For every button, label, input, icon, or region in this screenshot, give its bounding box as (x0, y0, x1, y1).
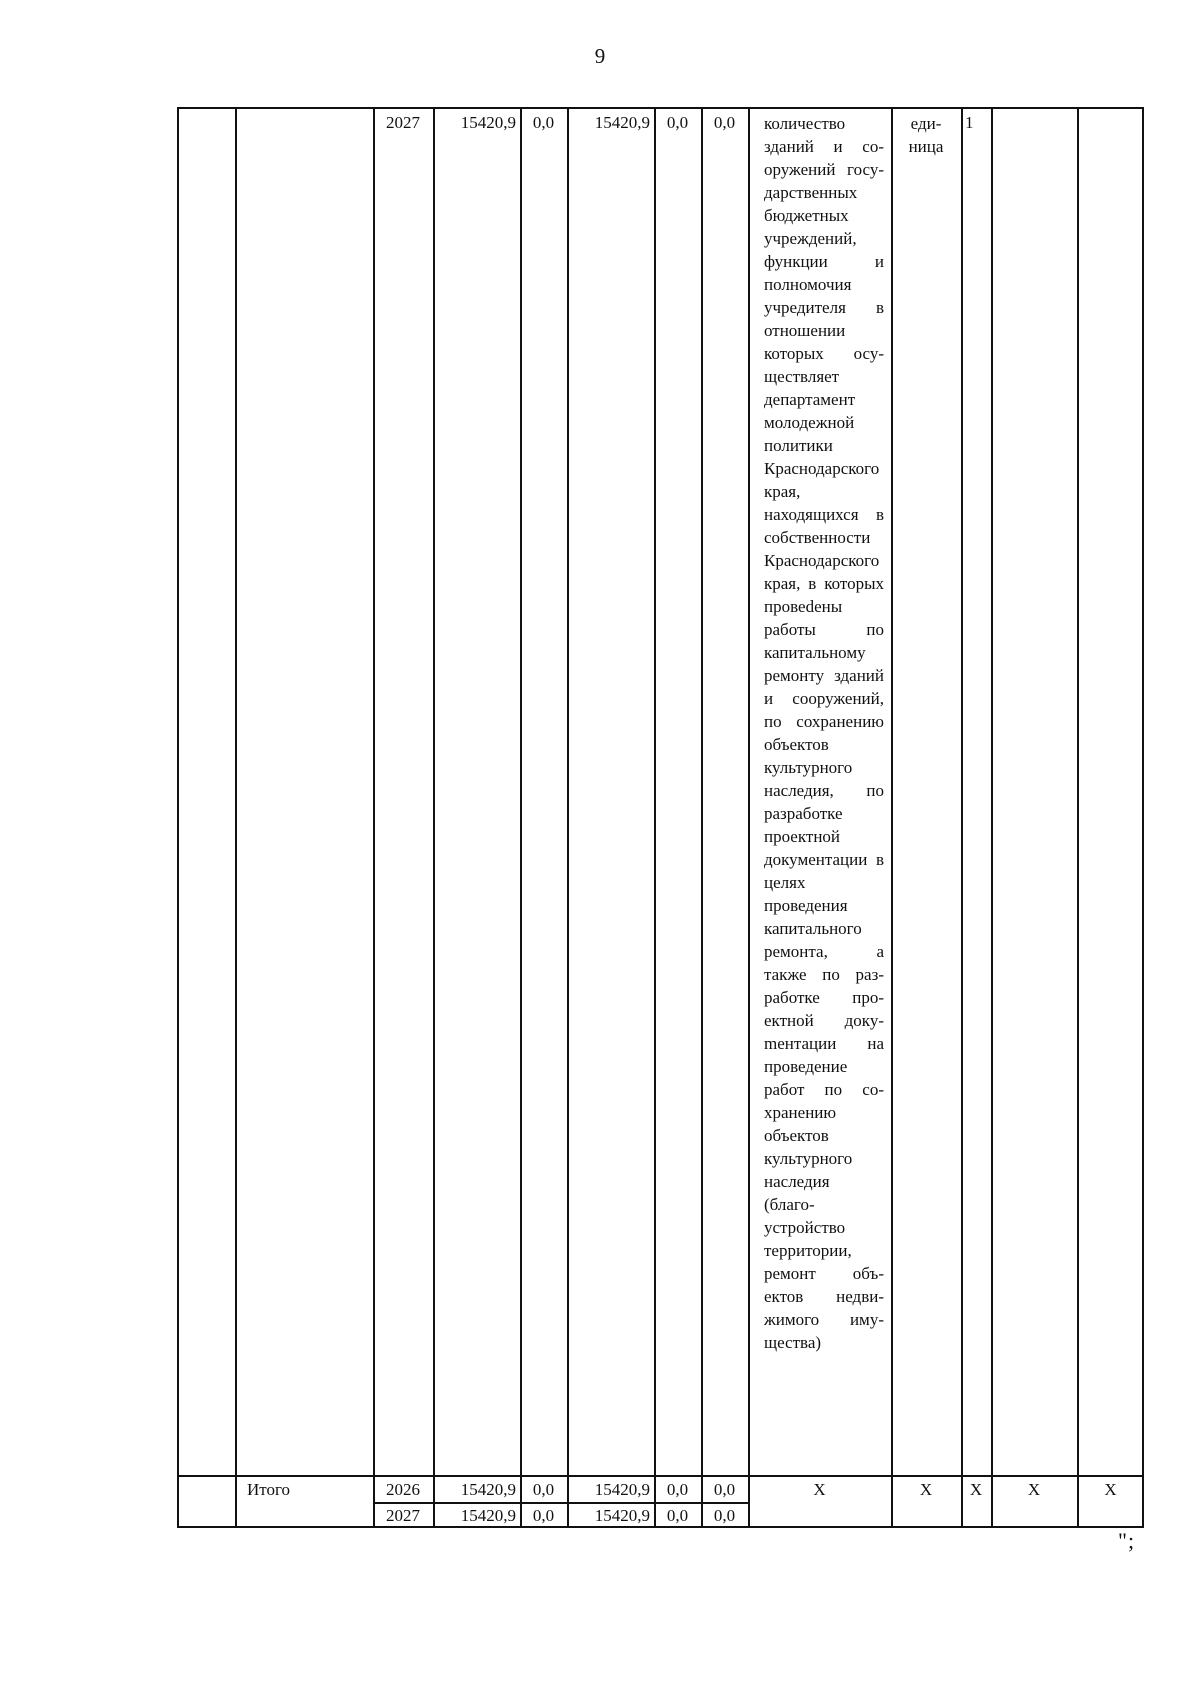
column-rule (520, 109, 522, 1526)
itogo-federal-cell: 0,0 (532, 1506, 555, 1525)
itogo-unit-cell: X (919, 1480, 933, 1499)
row-rule (373, 1502, 748, 1504)
column-rule (701, 109, 703, 1526)
total-cell: 15420,9 (460, 113, 516, 132)
column-rule (235, 109, 237, 1526)
column-rule (991, 109, 993, 1526)
indicator-text: количество зданий и сооружений государственных бюджетных учреждений, функции и полномочия учредителя в отношении которых осуществляет департамент молодежной политики Краснодарского края, находящихся в собственности Краснодарского края, в которых провеdены работы по капитальному ремонту зданий и сооружений, по сохранению объектов культурного наследия, по разработке проектной документации в целях проведения капитального ремонта, а также по разработке проектной докуmентации на проведение работ по сохранению объектов культурного наследия (благоустройство территории, ремонт объектов недвижимого имущества) (764, 114, 884, 1352)
itogo-indicator-cell: X (813, 1480, 826, 1499)
itogo-col-a-cell: X (1027, 1480, 1041, 1499)
itogo-federal-cell: 0,0 (532, 1480, 555, 1499)
itogo-local-cell: 0,0 (666, 1480, 689, 1499)
year-cell: 2027 (386, 113, 420, 132)
itogo-col-b-cell: X (1104, 1480, 1117, 1499)
itogo-value-cell: X (969, 1480, 983, 1499)
itogo-extra-cell: 0,0 (713, 1480, 736, 1499)
itogo-regional-cell: 15420,9 (594, 1506, 650, 1525)
column-rule (567, 109, 569, 1526)
program-table (177, 107, 1144, 1528)
federal-cell: 0,0 (532, 113, 555, 132)
itogo-total-cell: 15420,9 (460, 1506, 516, 1525)
local-cell: 0,0 (666, 113, 689, 132)
unit-cell: единица (908, 114, 944, 156)
extra-cell: 0,0 (713, 113, 736, 132)
itogo-total-cell: 15420,9 (460, 1480, 516, 1499)
column-rule (1077, 109, 1079, 1526)
itogo-regional-cell: 15420,9 (594, 1480, 650, 1499)
regional-cell: 15420,9 (594, 113, 650, 132)
itogo-extra-cell: 0,0 (713, 1506, 736, 1525)
itogo-label: Итого (247, 1480, 291, 1499)
closing-quote-mark: "; (1118, 1528, 1136, 1553)
column-rule (891, 109, 893, 1526)
column-rule (961, 109, 963, 1526)
row-rule (179, 1475, 1142, 1477)
column-rule (654, 109, 656, 1526)
page-number: 9 (594, 44, 606, 68)
column-rule (433, 109, 435, 1526)
column-rule (373, 109, 375, 1526)
itogo-year-cell: 2026 (386, 1480, 420, 1499)
itogo-local-cell: 0,0 (666, 1506, 689, 1525)
column-rule (748, 109, 750, 1526)
itogo-year-cell: 2027 (386, 1506, 420, 1525)
value-cell: 1 (965, 113, 974, 132)
